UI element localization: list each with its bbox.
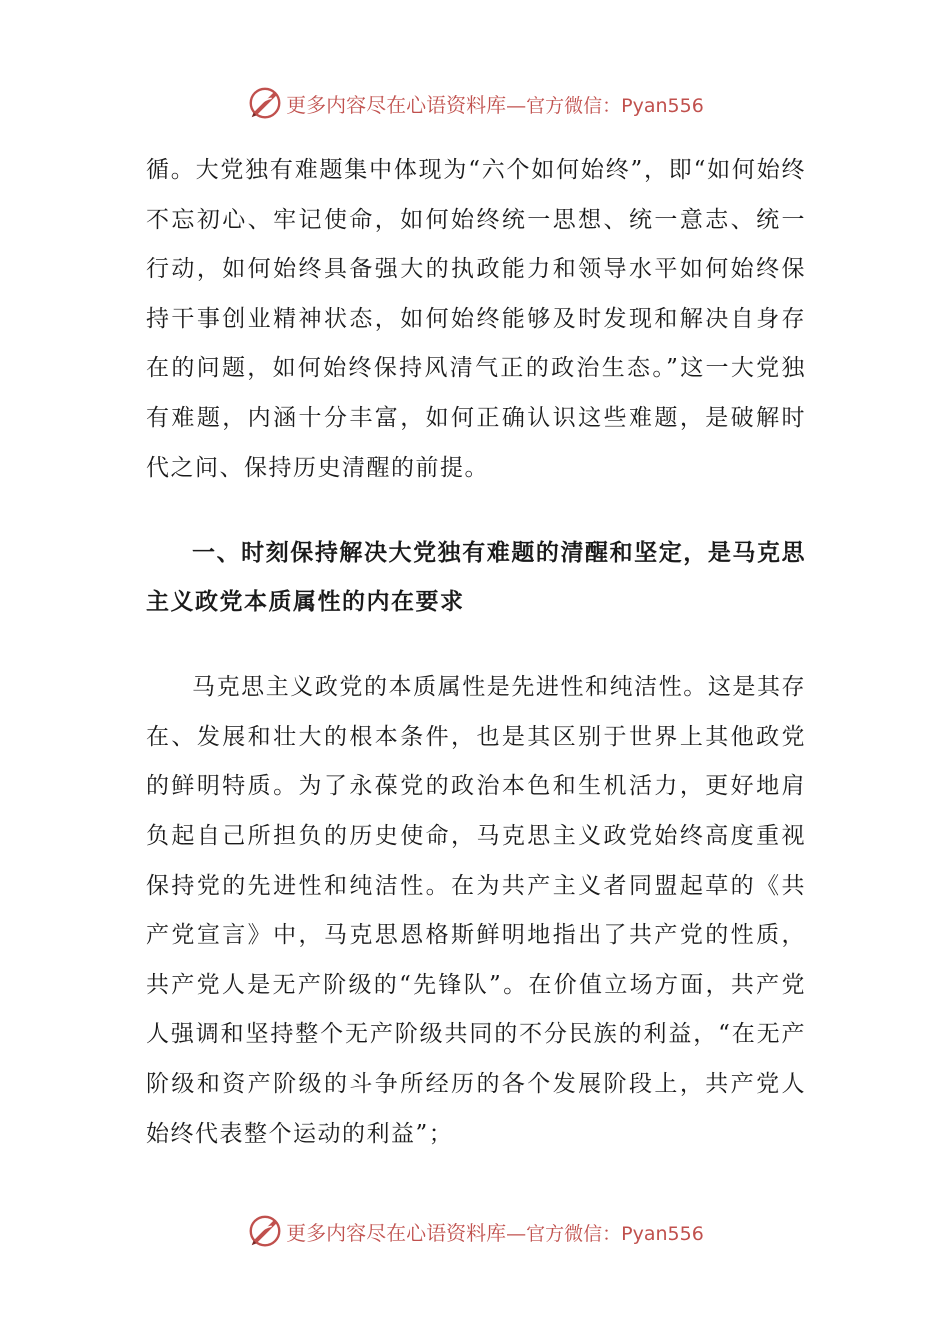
document-body <box>146 146 806 1159</box>
pen-logo-icon <box>246 84 284 122</box>
pen-logo-icon <box>246 1212 284 1250</box>
header-banner-text <box>286 89 704 118</box>
footer-site-name: 更多内容尽在心语资料库— <box>286 1220 527 1245</box>
header-banner <box>0 83 950 123</box>
header-wechat-id: 官方微信：Pyan556 <box>526 94 704 117</box>
paragraph-1: 循。大党独有难题集中体现为“六个如何始终”，即“如何始终不忘初心、牢记使命，如何始终统一思想、统一意志、统一行动，如何始终具备强大的执政能力和领导水平如何始终保持干事创业精神状态，如何始终能够及时发现和解决自身存在的问题，如何始终保持风清气正的政治生态。”这一大党独有难题，内涵十分丰富，如何正确认识这些难题，是破解时代之问、保持历史清醒的前提。 <box>146 157 806 481</box>
header-site-name: 更多内容尽在心语资料库— <box>286 92 527 117</box>
section-heading-1: 一、时刻保持解决大党独有难题的清醒和坚定，是马克思主义政党本质属性的内在要求 <box>146 540 806 616</box>
footer-wechat-id: 官方微信：Pyan556 <box>526 1222 704 1245</box>
footer-banner <box>0 1211 950 1251</box>
paragraph-2: 马克思主义政党的本质属性是先进性和纯洁性。这是其存在、发展和壮大的根本条件，也是其区别于世界上其他政党的鲜明特质。为了永葆党的政治本色和生机活力，更好地肩负起自己所担负的历史使命，马克思主义政党始终高度重视保持党的先进性和纯洁性。在为共产主义者同盟起草的《共产党宣言》中，马克思恩格斯鲜明地指出了共产党的性质，共产党人是无产阶级的“先锋队”。在价值立场方面，共产党人强调和坚持整个无产阶级共同的不分民族的利益，“在无产阶级和资产阶级的斗争所经历的各个发展阶段上，共产党人始终代表整个运动的利益”； <box>146 674 806 1147</box>
footer-banner-text <box>286 1217 704 1246</box>
